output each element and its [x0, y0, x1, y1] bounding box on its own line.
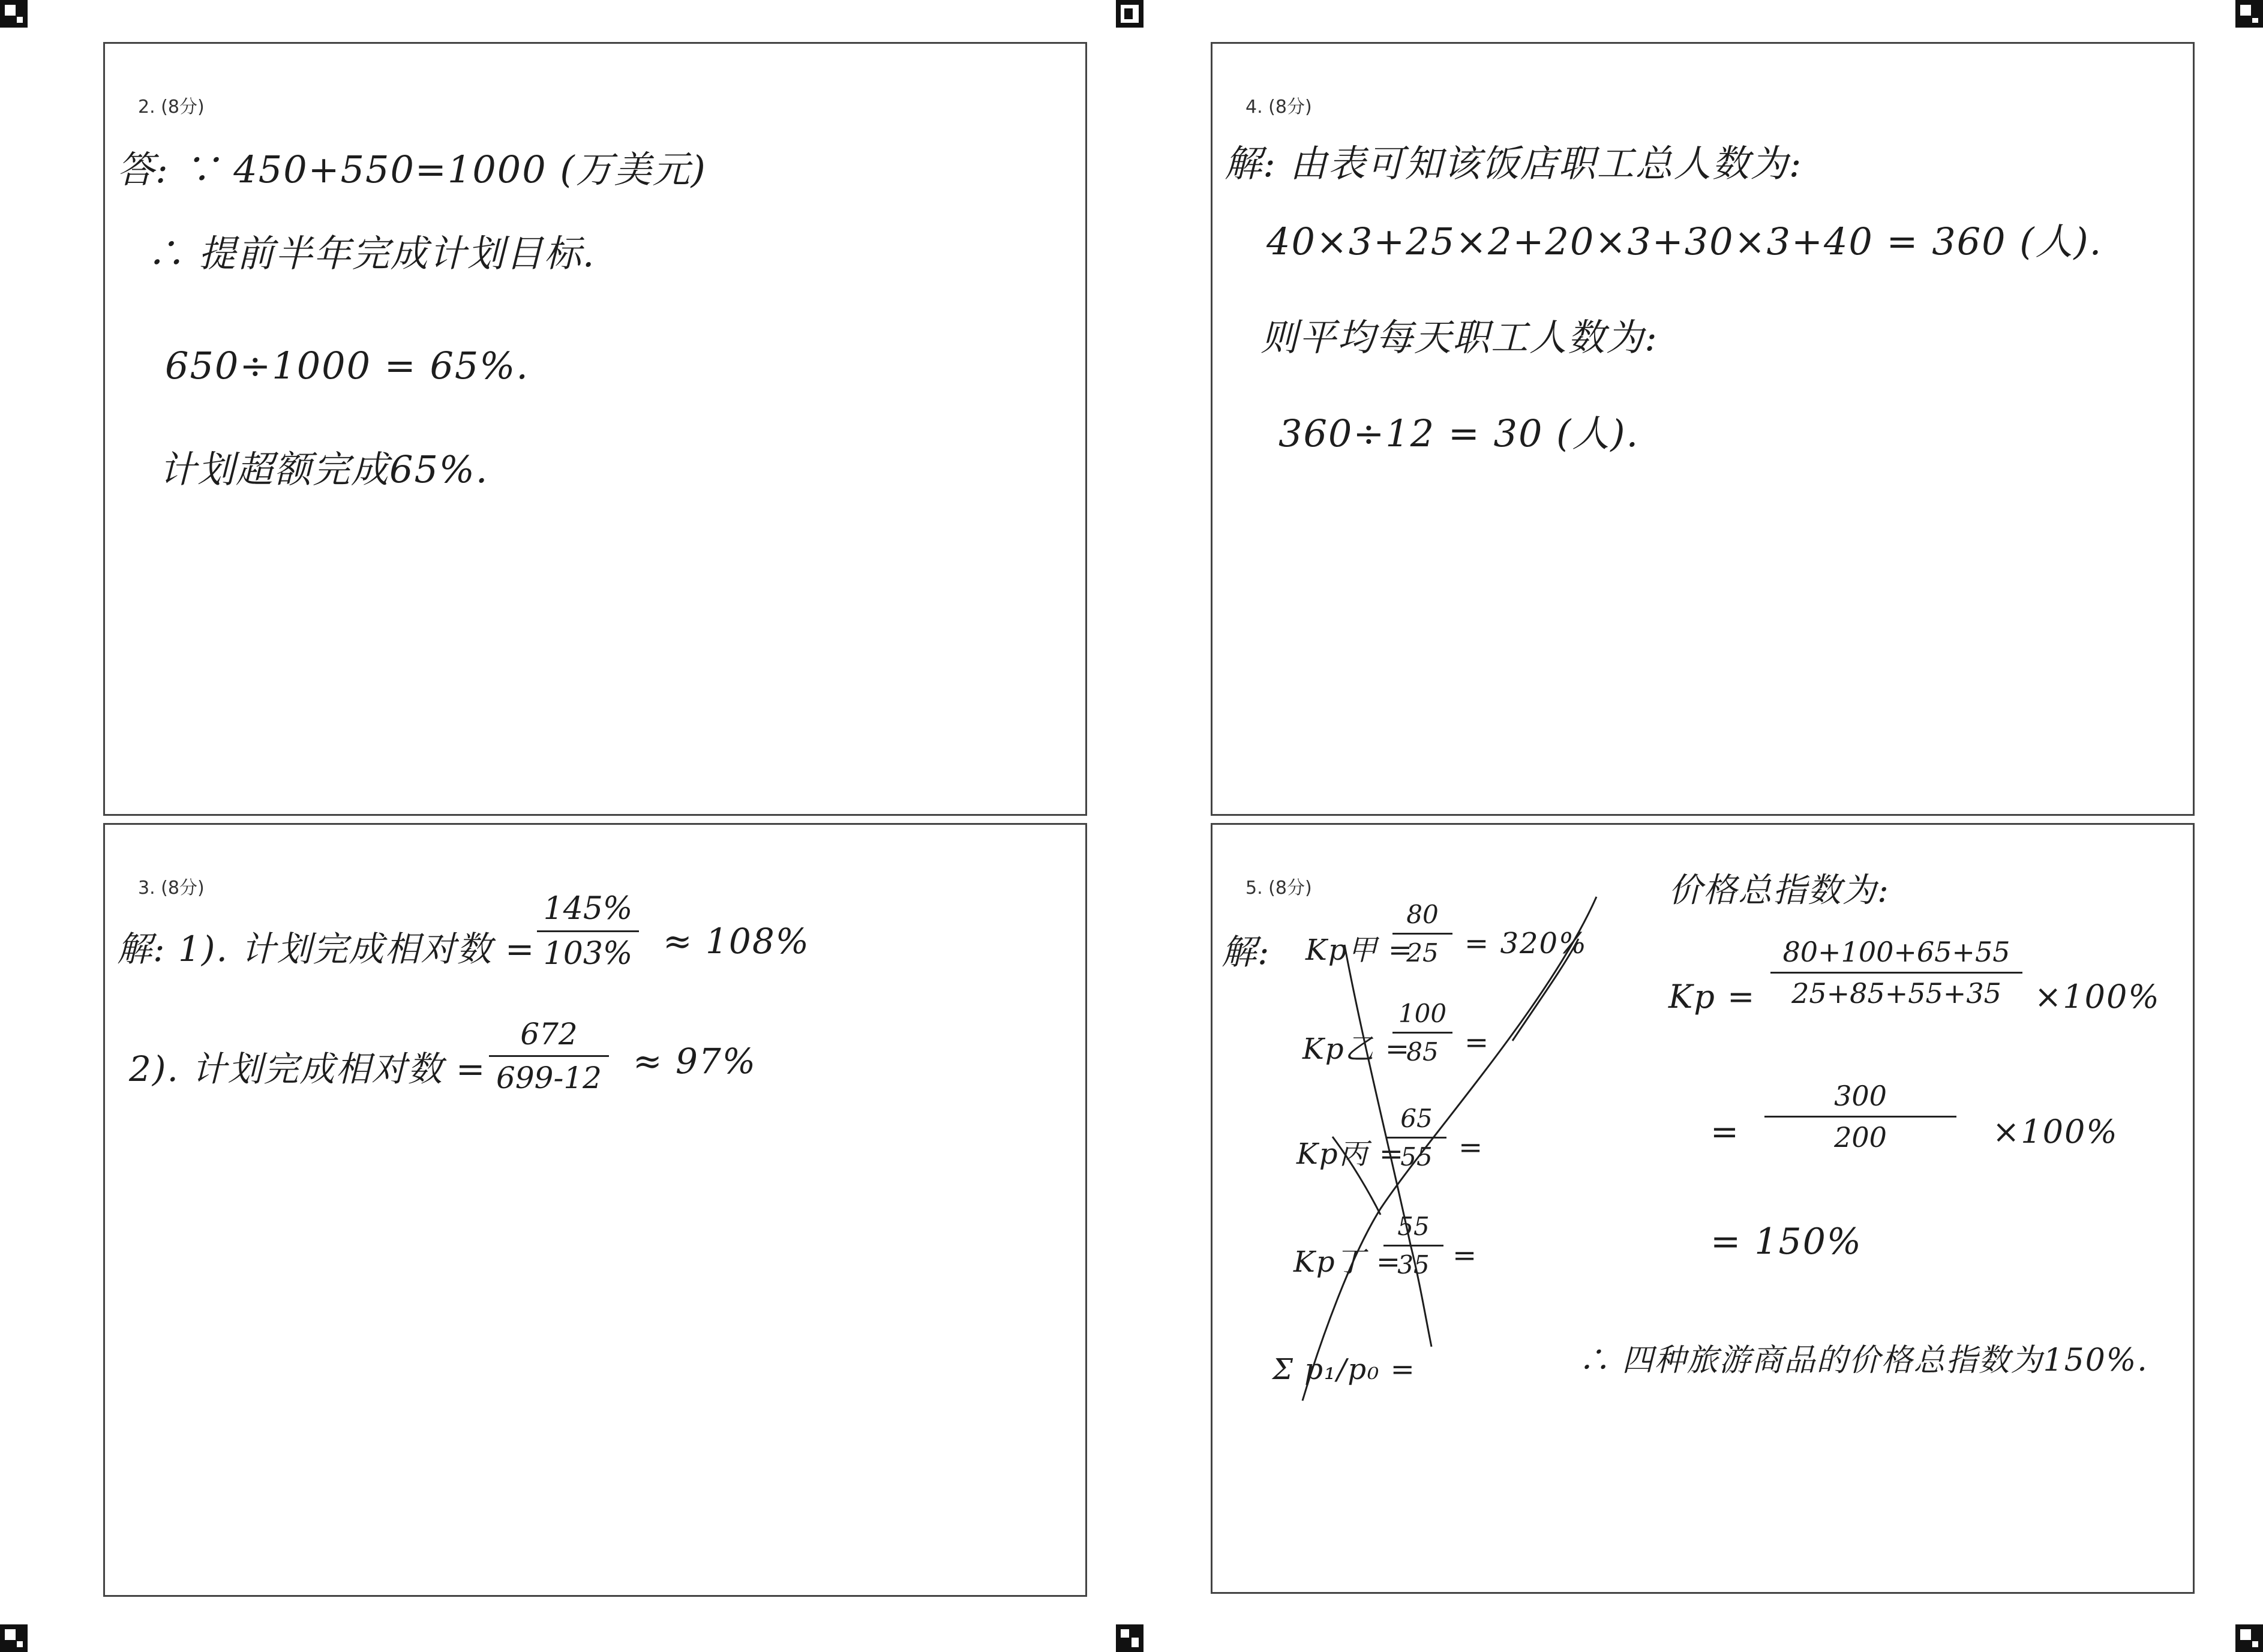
fraction-denominator: 25 — [1406, 938, 1439, 968]
fraction-denominator: 25+85+55+35 — [1791, 977, 2001, 1010]
fraction-bar — [489, 1055, 609, 1057]
fraction-bar — [1770, 972, 2022, 974]
answer-line: 解: 由表可知该饭店职工总人数为: — [1224, 142, 1803, 185]
kp-row-rhs: = — [1452, 1239, 1478, 1272]
registration-marker-bottom-right — [2235, 1624, 2263, 1652]
fraction-bar — [1764, 1116, 1956, 1118]
answer-line-1-prefix: 解: 1). 计划完成相对数 = — [117, 929, 536, 969]
kp-row-lhs: Kp甲 = — [1305, 933, 1414, 967]
fraction-denominator: 35 — [1397, 1250, 1430, 1279]
kp-row-lhs: Kp乙 = — [1302, 1032, 1411, 1066]
fraction-denominator: 200 — [1834, 1121, 1887, 1154]
registration-marker-bottom-center — [1116, 1624, 1143, 1652]
step2-multiplier: ×100% — [1992, 1113, 2118, 1151]
fraction-2 — [489, 1017, 609, 1095]
fraction-numerator: 55 — [1397, 1212, 1430, 1241]
answer-line: ∴ 提前半年完成计划目标. — [147, 232, 596, 275]
fraction-bar — [537, 930, 639, 932]
answer-line: 650÷1000 = 65%. — [165, 344, 529, 388]
kp-row-rhs: = 320% — [1464, 927, 1587, 960]
answer-line-1-result: ≈ 108% — [663, 921, 810, 962]
kp-row-lhs: Kp丁 = — [1293, 1245, 1402, 1279]
price-index-heading: 价格总指数为: — [1668, 871, 1890, 910]
answer-box-q2 — [103, 42, 1087, 816]
registration-marker-top-center — [1116, 0, 1143, 28]
fraction-1 — [537, 891, 639, 972]
answer-line: 答: ∵ 450+550=1000 (万美元) — [117, 148, 707, 191]
answer-box-q5 — [1211, 823, 2195, 1594]
kp-formula-lhs: Kp = — [1668, 978, 1756, 1016]
fraction-numerator: 65 — [1400, 1104, 1433, 1133]
fraction-numerator: 672 — [520, 1017, 578, 1052]
answer-line: 计划超额完成65%. — [159, 447, 489, 491]
question-label: 5. (8分) — [1245, 878, 1312, 899]
kp-row-rhs: = — [1464, 1026, 1490, 1059]
sum-row: Σ p₁/p₀ = — [1272, 1353, 1416, 1386]
question-label: 4. (8分) — [1245, 97, 1312, 118]
answer-line: 则平均每天职工人数为: — [1260, 316, 1658, 359]
answer-line: 40×3+25×2+20×3+30×3+40 = 360 (人). — [1266, 220, 2103, 263]
step2-equals: = — [1710, 1113, 1740, 1152]
answer-box-q3 — [103, 823, 1087, 1597]
registration-marker-top-right — [2235, 0, 2263, 28]
fraction-denominator: 699-12 — [496, 1061, 602, 1095]
answer-line: 360÷12 = 30 (人). — [1278, 412, 1640, 455]
question-label: 3. (8分) — [138, 878, 205, 899]
fraction-numerator: 80 — [1406, 900, 1439, 929]
fraction-denominator: 103% — [543, 936, 633, 972]
fraction-denominator: 85 — [1406, 1037, 1439, 1067]
kp-row-rhs: = — [1458, 1131, 1484, 1164]
kp-row-lhs: Kp丙 = — [1296, 1137, 1405, 1171]
fraction-denominator: 55 — [1400, 1142, 1433, 1172]
step3-result: = 150% — [1710, 1221, 1862, 1263]
solution-intro: 解: — [1221, 932, 1271, 972]
answer-line-2-prefix: 2). 计划完成相对数 = — [129, 1049, 487, 1089]
cross-out-strokes — [1212, 825, 1632, 1455]
step2-fraction — [1764, 1080, 1956, 1154]
registration-marker-bottom-left — [0, 1624, 28, 1652]
fraction-numerator: 300 — [1834, 1080, 1887, 1112]
answer-box-q4 — [1211, 42, 2195, 816]
kp-formula-fraction — [1770, 936, 2022, 1010]
registration-marker-top-left — [0, 0, 28, 28]
answer-line-2-result: ≈ 97% — [633, 1041, 757, 1082]
fraction-numerator: 100 — [1398, 999, 1447, 1028]
kp-formula-multiplier: ×100% — [2034, 978, 2160, 1016]
fraction-numerator: 145% — [543, 891, 633, 927]
conclusion: ∴ 四种旅游商品的价格总指数为150%. — [1578, 1342, 2148, 1378]
fraction-numerator: 80+100+65+55 — [1782, 936, 2010, 968]
question-label: 2. (8分) — [138, 97, 205, 118]
